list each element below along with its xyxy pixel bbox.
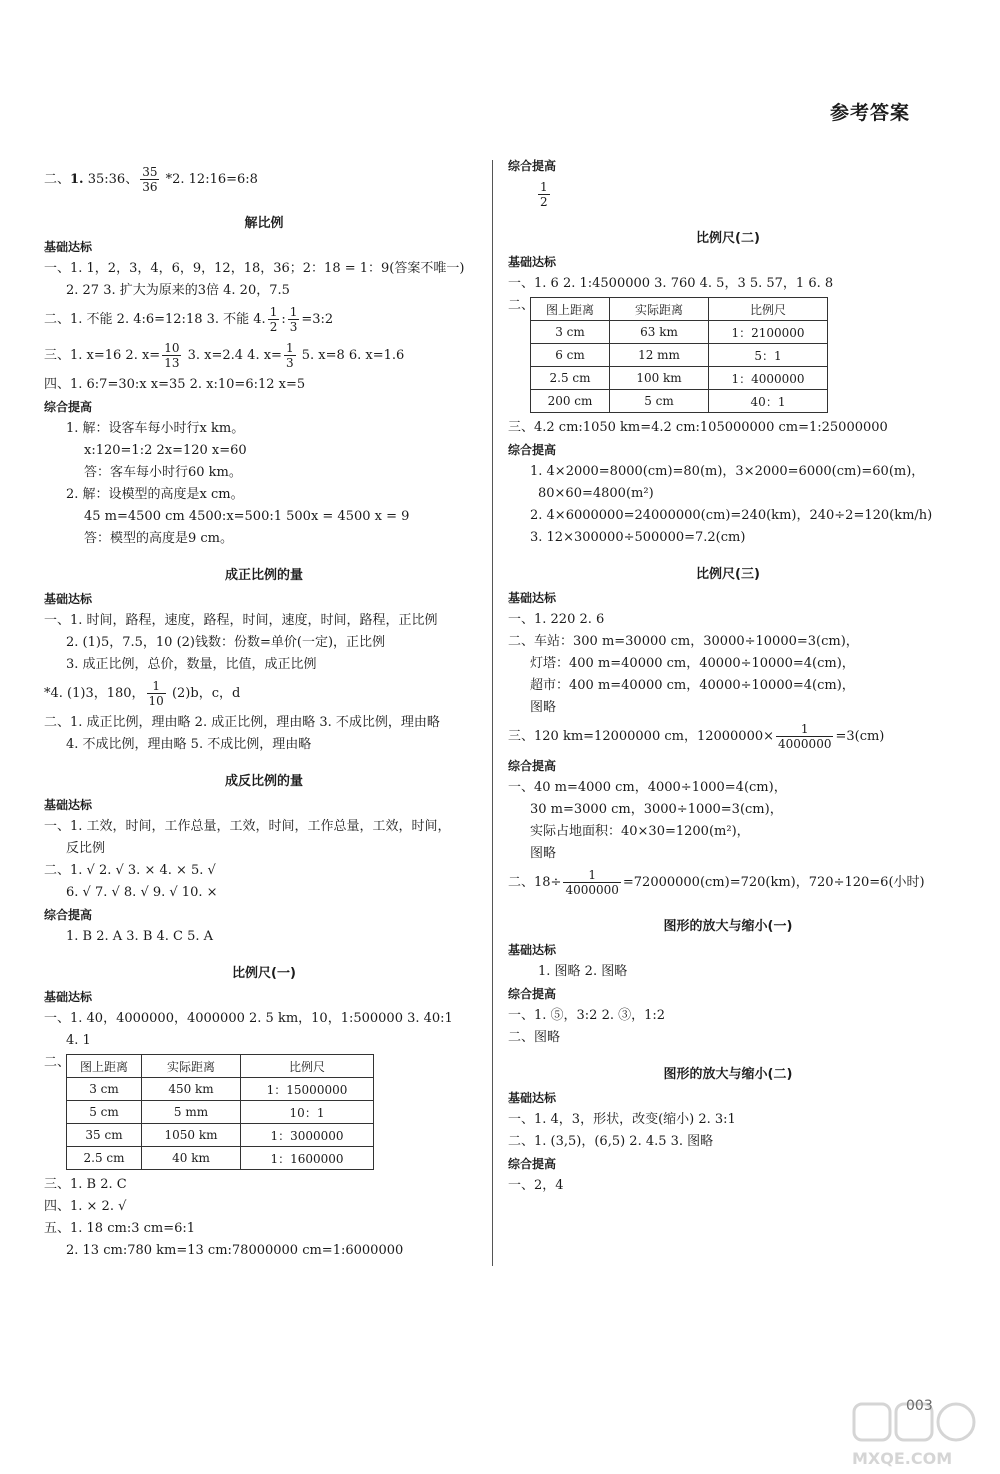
table-cell: 100 km [610,367,709,390]
answer-line: 1. 解：设客车每小时行x km。 [66,421,245,436]
answer-line: 30 m=3000 cm，3000÷1000=3(cm)， [530,802,783,817]
subsection-label: 基础达标 [508,591,557,605]
answer-line [508,177,948,213]
answer-text: =3:2 [301,312,334,327]
answer-line [44,162,484,198]
right-column [508,155,948,1197]
table-header: 比例尺 [241,1055,374,1078]
table-row [531,321,828,344]
table-cell: 2.5 cm [67,1147,142,1170]
table-cell: 1：1600000 [241,1147,374,1170]
answer-line: 一、2，4 [508,1178,564,1193]
table-block [44,1052,484,1174]
table-cell: 200 cm [531,390,610,413]
answer-line: 反比例 [66,841,106,856]
scale-table [66,1054,374,1170]
answer-line: 4. 1 [66,1033,91,1048]
answer-text: =3(cm) [835,729,885,744]
table-header-row [531,298,828,321]
fraction [162,341,181,370]
watermark-shape [854,1404,890,1440]
denominator: 3 [289,320,298,334]
watermark-shape [896,1404,932,1440]
answer-line: 二、车站：300 m=30000 cm，30000÷10000=3(cm)， [508,634,859,649]
denominator: 3 [285,356,294,370]
table-header: 实际距离 [142,1055,241,1078]
table-header-row [67,1055,374,1078]
answer-line: 一、1. 工效，时间，工作总量，工效，时间，工作总量，工效，时间， [44,819,451,834]
line-prefix: 二、 [44,172,71,187]
answer-line [44,338,484,374]
answer-line: 4. 不成比例，理由略 5. 不成比例，理由略 [66,737,312,752]
answer-text: : [281,312,286,327]
subsection-label: 综合提高 [508,1157,557,1171]
answer-text: 5. x=8 6. x=1.6 [297,348,405,363]
answer-line: 一、1. 40，4000000，4000000 2. 5 km，10，1:500000 3. 40:1 [44,1011,453,1026]
answer-line: 3. 成正比例，总价，数量，比值，成正比例 [66,657,317,672]
answer-line: 四、1. × 2. √ [44,1199,127,1214]
numerator: 1 [776,722,833,737]
table-cell: 5：1 [709,344,828,367]
subsection-label: 基础达标 [44,240,93,254]
answer-line: 80×60=4800(m²) [538,486,654,501]
answer-line: 三、1. B 2. C [44,1177,127,1192]
denominator: 13 [164,356,180,370]
table-label: 二、 [508,298,535,313]
denominator: 10 [148,694,164,708]
section-title: 成正比例的量 [224,568,303,583]
table-cell: 1050 km [142,1124,241,1147]
answer-line: 答：模型的高度是9 cm。 [84,531,234,546]
subsection-label: 综合提高 [508,759,557,773]
column-divider [492,160,493,1266]
numerator: 1 [285,341,294,355]
table-cell: 40：1 [709,390,828,413]
answer-line: 二、1. √ 2. √ 3. × 4. × 5. √ [44,863,216,878]
numerator: 35 [142,165,158,179]
subsection-label: 综合提高 [44,400,93,414]
fraction [538,180,550,209]
watermark-text: MXQE.COM [852,1449,953,1468]
numerator: 10 [164,341,180,355]
denominator: 2 [540,195,548,209]
answer-line [44,302,484,338]
answer-line: 2. (1)5，7.5，10 (2)钱数：份数=单价(一定)，正比例 [66,635,386,650]
denominator: 4000000 [565,883,619,897]
answer-line: 一、1. 220 2. 6 [508,612,605,627]
numerator: 1 [540,180,548,194]
numerator: 1 [147,679,166,694]
answer-line: 五、1. 18 cm:3 cm=6:1 [44,1221,196,1236]
fraction [284,341,296,370]
answer-line: 2. 4×6000000=24000000(cm)=240(km)，240÷2=120(km/h) [530,508,933,523]
table-cell: 1：3000000 [241,1124,374,1147]
answer-line: 三、4.2 cm:1050 km=4.2 cm:105000000 cm=1:25000000 [508,420,888,435]
table-row [67,1147,374,1170]
answer-line: 答：客车每小时行60 km。 [84,465,242,480]
subsection-label: 基础达标 [44,990,93,1004]
section-title: 图形的放大与缩小(二) [663,1067,793,1082]
answer-line: 3. 12×300000÷500000=7.2(cm) [530,530,746,545]
answer-line: 二、1. 成正比例，理由略 2. 成正比例，理由略 3. 不成比例，理由略 [44,715,440,730]
fraction [288,305,300,334]
fraction [776,722,833,751]
answer-line: 超市：400 m=40000 cm，40000÷10000=4(cm)， [530,678,855,693]
answer-line: 2. 解：设模型的高度是x cm。 [66,487,244,502]
answer-line [508,719,948,755]
page-number: 003 [906,1398,933,1414]
table-row [67,1101,374,1124]
fraction [268,305,280,334]
answer-line: 实际占地面积：40×30=1200(m²)， [530,824,750,839]
scale-table [530,297,828,413]
table-row [67,1124,374,1147]
subsection-label: 综合提高 [508,159,557,173]
subsection-label: 综合提高 [508,987,557,1001]
answer-text: =72000000(cm)=720(km)，720÷120=6(小时) [622,875,925,890]
section-title: 成反比例的量 [224,774,303,789]
answer-line: 2. 27 3. 扩大为原来的3倍 4. 20，7.5 [66,283,290,298]
answer-text: 3. x=2.4 4. x= [183,348,282,363]
numerator: 1 [563,868,620,883]
answer-line: 二、图略 [508,1030,561,1045]
answer-line: 灯塔：400 m=40000 cm，40000÷10000=4(cm)， [530,656,855,671]
subsection-label: 综合提高 [508,443,557,457]
section-title: 图形的放大与缩小(一) [663,919,793,934]
table-cell: 12 mm [610,344,709,367]
answer-line: 1. 4×2000=8000(cm)=80(m)，3×2000=6000(cm)=60(m)， [530,464,925,479]
subsection-label: 基础达标 [44,592,93,606]
answer-line: 一、40 m=4000 cm，4000÷1000=4(cm)， [508,780,787,795]
table-cell: 35 cm [67,1124,142,1147]
fraction [147,679,166,708]
answer-line: 一、1. 4，3，形状，改变(缩小) 2. 3:1 [508,1112,736,1127]
answer-line: 1. B 2. A 3. B 4. C 5. A [66,929,214,944]
answer-text: 35:36、 [83,172,139,187]
table-block [508,295,948,417]
table-label: 二、 [44,1055,71,1070]
table-row [67,1078,374,1101]
denominator: 36 [142,180,158,194]
denominator: 4000000 [778,737,832,751]
answer-line: 图略 [530,700,557,715]
answer-text: (2)b，c，d [167,686,241,701]
table-cell: 63 km [610,321,709,344]
section-title: 比例尺(三) [696,567,760,582]
subsection-label: 综合提高 [44,908,93,922]
table-cell: 6 cm [531,344,610,367]
answer-line: 图略 [530,846,557,861]
table-cell: 450 km [142,1078,241,1101]
answer-text: *2. 12:16=6:8 [161,172,258,187]
item-number: 1. [70,172,84,187]
answer-line: x:120=1:2 2x=120 x=60 [84,443,247,458]
numerator: 1 [289,305,298,319]
answer-line: 1. 图略 2. 图略 [538,964,628,979]
table-header: 比例尺 [709,298,828,321]
answer-line [44,676,484,712]
table-cell: 3 cm [531,321,610,344]
table-cell: 5 cm [67,1101,142,1124]
table-cell: 1：15000000 [241,1078,374,1101]
section-title: 解比例 [244,216,284,231]
table-header: 图上距离 [531,298,610,321]
answer-line [508,865,948,901]
table-header: 图上距离 [67,1055,142,1078]
table-header: 实际距离 [610,298,709,321]
answer-line: 四、1. 6:7=30:x x=35 2. x:10=6:12 x=5 [44,377,306,392]
answer-text: 三、120 km=12000000 cm，12000000× [508,729,775,744]
answer-line: 二、1. (3,5)，(6,5) 2. 4.5 3. 图略 [508,1134,714,1149]
answer-line: 一、1. 1，2，3，4，6，9，12，18，36；2：18 = 1：9(答案不唯一) [44,261,465,276]
answer-line: 一、1. ⑤，3:2 2. ③，1:2 [508,1008,666,1023]
section-title: 比例尺(一) [232,966,296,981]
table-cell: 3 cm [67,1078,142,1101]
table-row [531,390,828,413]
subsection-label: 基础达标 [508,255,557,269]
fraction [140,165,159,194]
answer-line: 6. √ 7. √ 8. √ 9. √ 10. × [66,885,218,900]
subsection-label: 基础达标 [508,943,557,957]
answer-text: 二、18÷ [508,875,562,890]
table-row [531,344,828,367]
denominator: 2 [269,320,278,334]
answer-line: 2. 13 cm:780 km=13 cm:78000000 cm=1:6000000 [66,1243,404,1258]
left-column [44,162,484,1262]
numerator: 1 [269,305,278,319]
watermark-shape [938,1404,974,1440]
answer-line: 一、1. 时间，路程，速度，路程，时间，速度，时间，路程，正比例 [44,613,438,628]
table-cell: 5 cm [610,390,709,413]
answer-line: 45 m=4500 cm 4500:x=500:1 500x = 4500 x = 9 [84,509,410,524]
answer-text: 三、1. x=16 2. x= [44,348,161,363]
table-cell: 10：1 [241,1101,374,1124]
table-cell: 1：4000000 [709,367,828,390]
table-cell: 2.5 cm [531,367,610,390]
subsection-label: 基础达标 [44,798,93,812]
subsection-label: 基础达标 [508,1091,557,1105]
fraction [563,868,620,897]
answer-line: 一、1. 6 2. 1:4500000 3. 760 4. 5，3 5. 57，1 6. 8 [508,276,834,291]
answer-text: *4. (1)3，180， [44,686,145,701]
table-row [531,367,828,390]
table-cell: 40 km [142,1147,241,1170]
section-title: 比例尺(二) [696,231,760,246]
watermark-logo [850,1400,980,1470]
table-cell: 1：2100000 [709,321,828,344]
page-header-title: 参考答案 [829,102,910,124]
answer-text: 二、1. 不能 2. 4:6=12:18 3. 不能 4. [44,312,266,327]
table-cell: 5 mm [142,1101,241,1124]
